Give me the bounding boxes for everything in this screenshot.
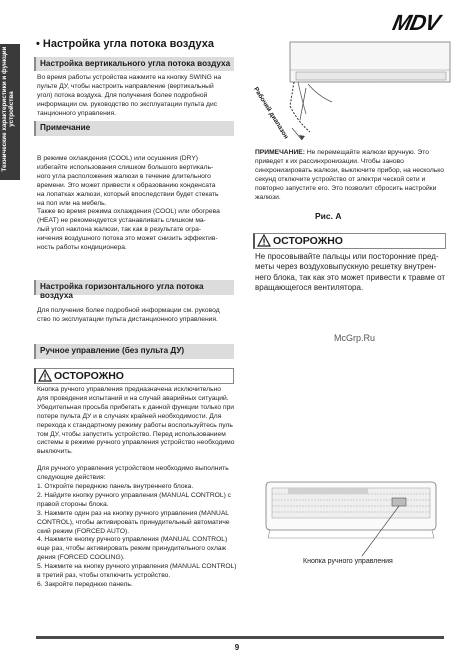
page-number: 9 xyxy=(234,643,240,652)
louver-illustration xyxy=(262,36,452,148)
section-text-note: В режиме охлаждения (COOL) или осушения (DRY) избегайте использования слишком большого вертикаль- ного угла расположения жалюзи в течение длительного времени. Это может привести к образованию конденсата на лопатках жалюзи, который впоследствии будет стекать на пол или на мебель. Также во время режима охлаждения (COOL) или обогрева (HEAT) не рекомендуется устанавливать слишком ма- лый угол наклона жалюзи, так как в результате огра- ничения воздушного потока это может снизить эффектив- ность работы кондиционера. xyxy=(37,155,220,252)
right-note-text xyxy=(255,149,445,202)
warning-icon xyxy=(38,369,52,382)
caution-box-left xyxy=(34,368,234,384)
side-tab-label: Технические характеристики и функции устройства xyxy=(1,46,15,172)
page-title: • Настройка угла потока воздуха xyxy=(36,38,214,50)
footer-rule xyxy=(36,636,444,639)
section-title-horizontal: Настройка горизонтального угла потока воздуха xyxy=(34,280,234,295)
figure-label: Рис. А xyxy=(315,211,342,221)
caution-text-left: Кнопка ручного управления предназначена исключительно для проведения испытаний и на случай аварийных ситуаций. Убедительная просьба прибегать к данной функции только при потере пульта ДУ и в случаях крайней необходимости. Для перехода к стандартному режиму работы воспользуйтесь пуль том ДУ, чтобы запустить устройство. Перед использованием системы в режиме ручного управления устройство необходимо выключить. xyxy=(37,386,235,456)
section-text-horizontal: Для получения более подробной информации см. руковод ство по эксплуатации пульта дистанционного управления. xyxy=(37,307,220,323)
right-note-bold: ПРИМЕЧАНИЕ: xyxy=(255,149,305,156)
watermark: McGrp.Ru xyxy=(334,333,376,343)
caution-box-right xyxy=(253,233,446,249)
brand-logo: MDV xyxy=(390,10,442,35)
warning-icon xyxy=(257,234,271,247)
louver-range-label: Рабочий диапазон xyxy=(252,86,290,141)
section-title-note: Примечание xyxy=(34,121,234,136)
caution-title-right: ОСТОРОЖНО xyxy=(273,235,343,247)
side-section-tab xyxy=(0,44,20,180)
right-note-body: Не перемещайте жалюзи вручную. Это приведет к их рассинхронизации. Чтобы заново синхронизировать жалюзи, выключите прибор, на несколько секунд отключите устройство от электри ческой сети и повторно запустите его. Это позволит сбросить настройки жалюзи. xyxy=(255,149,444,201)
manual-control-label: Кнопка ручного управления xyxy=(303,558,393,565)
steps-intro: Для ручного управления устройством необходимо выполнить следующие действия: xyxy=(37,465,229,481)
section-text-vertical: Во время работы устройства нажмите на кнопку SWING на пульте ДУ, чтобы настроить направление (вертикальный угол) потока воздуха. Для получения более подробной информации см. руководство по эксплуатации пульта дис танционного управления. xyxy=(37,74,222,117)
caution-title-left: ОСТОРОЖНО xyxy=(54,370,124,382)
steps-list: 1. Откройте переднюю панель внутреннего блока. 2. Найдите кнопку ручного управления (MANUAL CONTROL) с правой стороны блока. 3. Нажмите один раз на кнопку ручного управления (MANUAL CONTROL), чтобы активировать принудительный автоматиче ский режим (FORCED AUTO). 4. Нажмите кнопку ручного управления (MANUAL CONTROL) еще раз, чтобы активировать режим принудительного охлаж дения (FORCED COOLING). 5. Нажмите на кнопку ручного управления (MANUAL CONTROL) в третий раз, чтобы отключить устройство. 6. Закройте переднюю панель. xyxy=(37,483,237,588)
section-title-vertical: Настройка вертикального угла потока воздуха xyxy=(34,57,234,71)
section-title-manual: Ручное управление (без пульта ДУ) xyxy=(34,344,234,359)
caution-text-right: Не просовывайте пальцы или посторонние пред- меты через воздуховыпускную решетку внутрен- него блока, так как это может привести к травме от вращающегося вентилятора. xyxy=(255,252,446,293)
indoor-unit-illustration xyxy=(262,478,442,558)
